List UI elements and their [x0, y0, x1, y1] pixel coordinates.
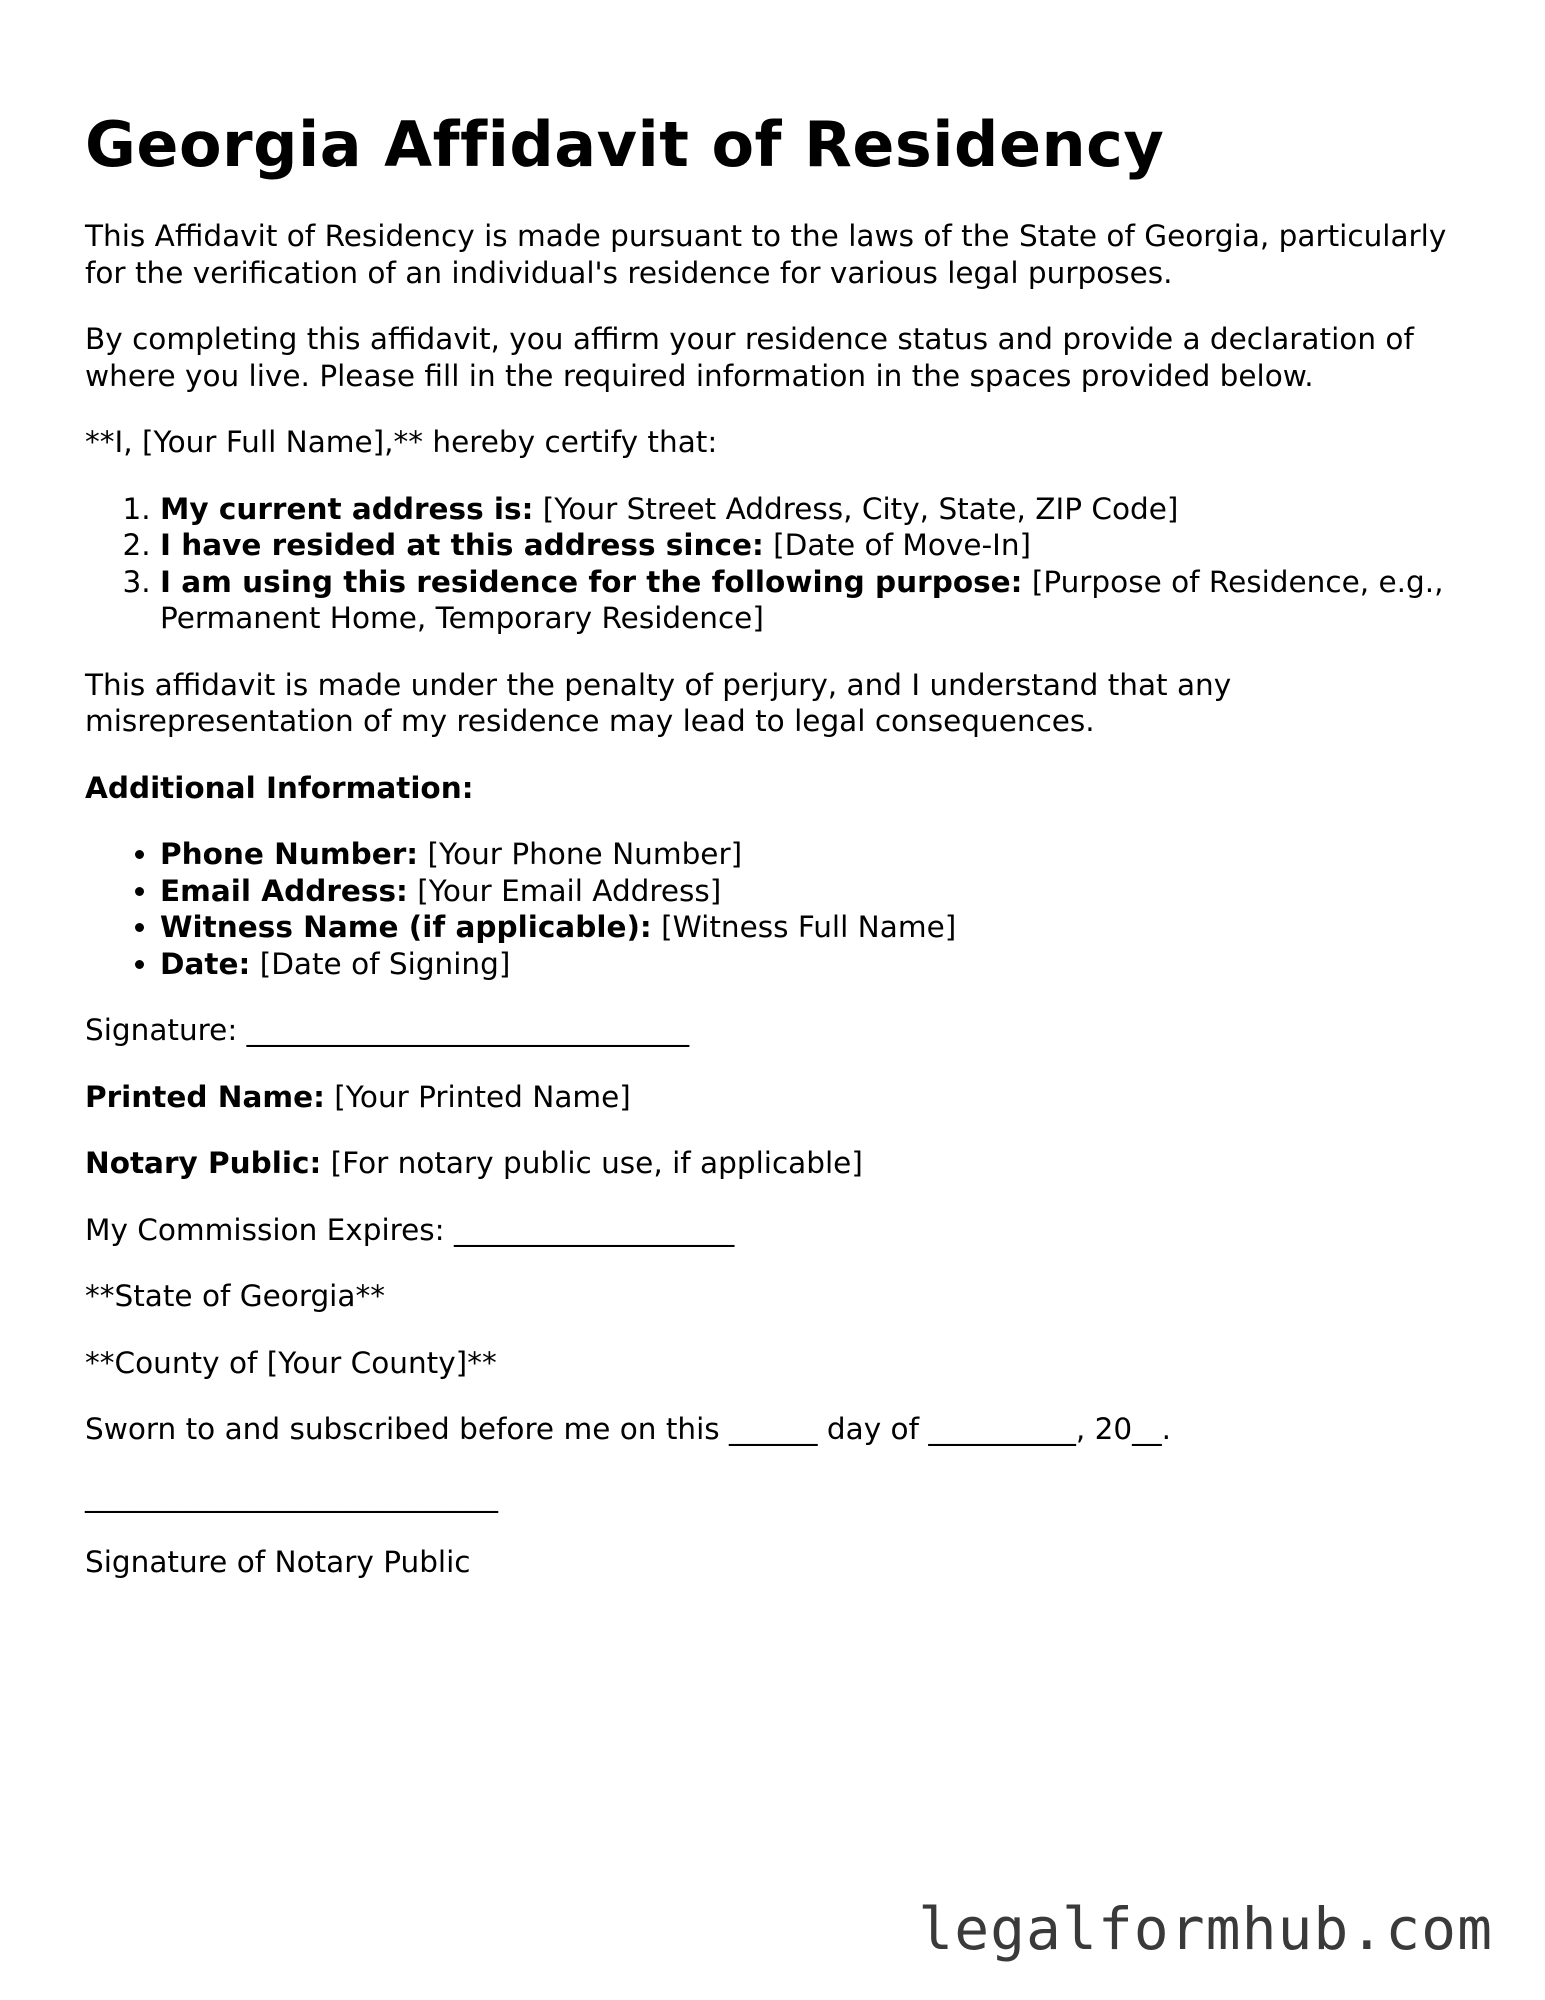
notary-signature-label: Signature of Notary Public [85, 1545, 471, 1579]
item-value: [Purpose of Residence, e.g., Permanent Home, Temporary Residence] [160, 564, 1444, 635]
additional-info-heading: Additional Information: [85, 770, 474, 805]
intro-paragraph-2: By completing this affidavit, you affirm your residence status and provide a declaration of where you live. Please fill in the required information in the spaces provided below. [85, 322, 1414, 393]
item-label: My current address is: [160, 491, 534, 526]
document-title: Georgia Affidavit of Residency [85, 108, 1165, 181]
notary-public-label: Notary Public: [85, 1146, 322, 1180]
list-item [160, 836, 1465, 873]
printed-name-line [85, 1079, 1465, 1116]
list-item [160, 909, 1465, 946]
list-item [160, 491, 1465, 528]
printed-name-label: Printed Name: [85, 1079, 325, 1114]
item-label: I am using this residence for the following purpose: [160, 564, 1023, 599]
county-line: **County of [Your County]** [85, 1345, 497, 1380]
item-value: [Your Street Address, City, State, ZIP Code] [533, 491, 1179, 526]
notary-public-value: [For notary public use, if applicable] [321, 1146, 863, 1180]
commission-expires-line: My Commission Expires: ___________________ [85, 1212, 735, 1247]
list-item [160, 946, 1465, 983]
item-value: [Date of Move-In] [763, 528, 1032, 562]
signature-line: Signature: ______________________________ [85, 1013, 690, 1047]
notary-signature-blank: ____________________________ [85, 1478, 498, 1513]
affidavit-document [85, 0, 1465, 1581]
item-label: Witness Name (if applicable): [160, 910, 652, 944]
item-value: [Your Email Address] [407, 873, 722, 908]
certify-statement: **I, [Your Full Name],** hereby certify that: [85, 425, 718, 459]
printed-name-value: [Your Printed Name] [324, 1079, 631, 1114]
notary-public-line [85, 1145, 1465, 1182]
item-value: [Your Phone Number] [418, 837, 743, 871]
numbered-statements-list [85, 491, 1465, 637]
item-label: Email Address: [160, 873, 408, 908]
list-item [160, 564, 1465, 637]
item-value: [Date of Signing] [250, 946, 511, 981]
item-label: Date: [160, 946, 251, 981]
perjury-statement: This affidavit is made under the penalty of perjury, and I understand that any misrepresentation of my residence may lead to legal consequences. [85, 667, 1232, 738]
intro-paragraph-1: This Affidavit of Residency is made pursuant to the laws of the State of Georgia, particularly for the verification of an individual's residence for various legal purposes. [85, 219, 1447, 290]
brand-watermark: legalformhub.com [918, 1895, 1493, 1963]
additional-info-list [85, 836, 1465, 982]
item-label: Phone Number: [160, 837, 419, 871]
list-item [160, 527, 1465, 564]
list-item [160, 873, 1465, 910]
item-label: I have resided at this address since: [160, 528, 764, 562]
item-value: [Witness Full Name] [651, 910, 957, 944]
state-line: **State of Georgia** [85, 1279, 385, 1313]
sworn-line: Sworn to and subscribed before me on this ______ day of __________, 20__. [85, 1412, 1172, 1446]
